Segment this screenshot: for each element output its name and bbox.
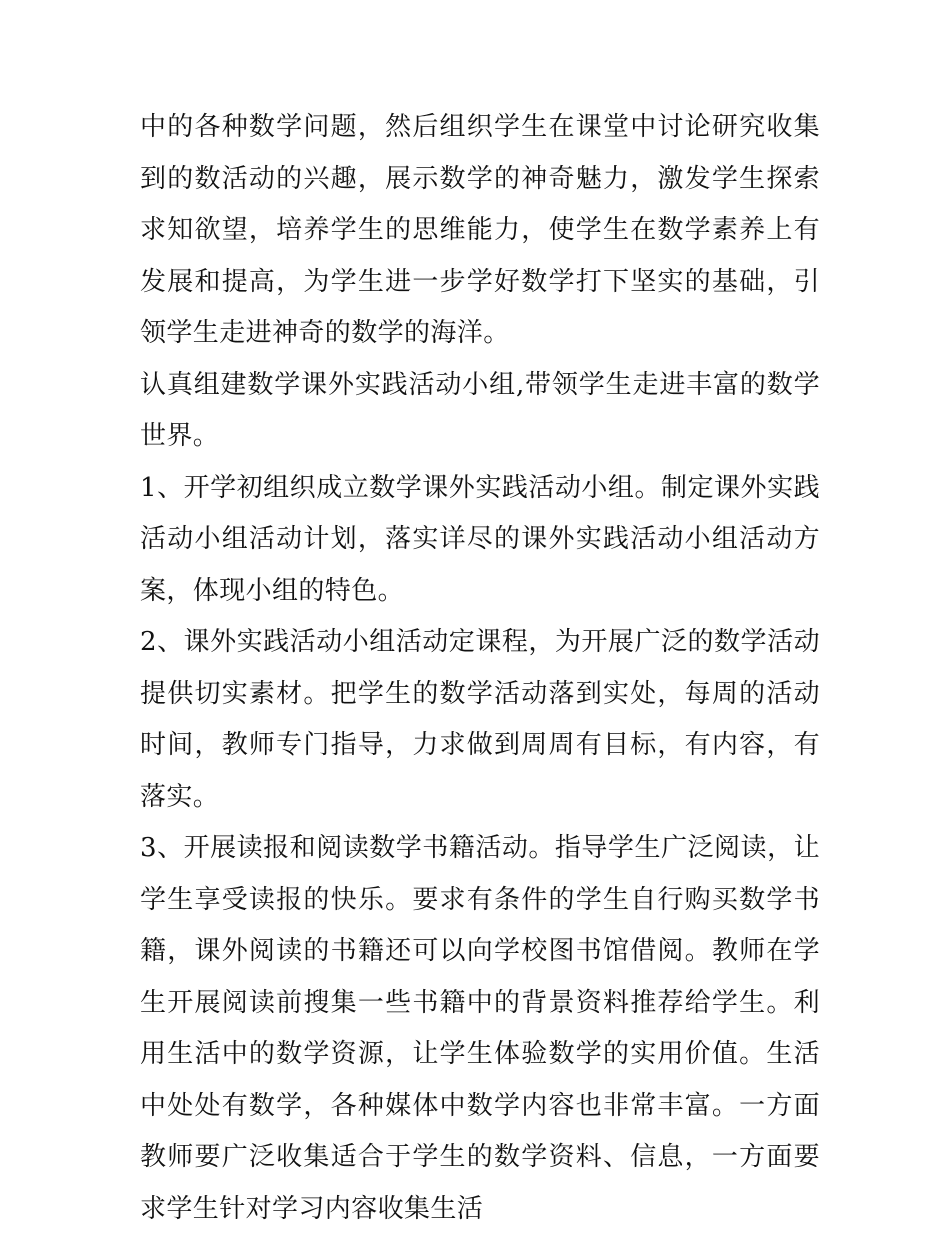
- paragraph-intro: 中的各种数学问题，然后组织学生在课堂中讨论研究收集到的数活动的兴趣，展示数学的神奇魅力，激发学生探索求知欲望，培养学生的思维能力，使学生在数学素养上有发展和提高，为学生进一步学好数学打下坚实的基础，引领学生走进神奇的数学的海洋。: [140, 112, 820, 348]
- paragraph-section-heading: 认真组建数学课外实践活动小组,带领学生走进丰富的数学世界。: [140, 369, 820, 451]
- paragraph-item-2: 2、课外实践活动小组活动定课程，为开展广泛的数学活动提供切实素材。把学生的数学活动落到实处，每周的活动时间，教师专门指导，力求做到周周有目标，有内容，有落实。: [140, 627, 820, 812]
- paragraph-item-3: 3、开展读报和阅读数学书籍活动。指导学生广泛阅读，让学生享受读报的快乐。要求有条件的学生自行购买数学书籍，课外阅读的书籍还可以向学校图书馆借阅。教师在学生开展阅读前搜集一些书籍中的背景资料推荐给学生。利用生活中的数学资源，让学生体验数学的实用价值。生活中处处有数学，各种媒体中数学内容也非常丰富。一方面教师要广泛收集适合于学生的数学资料、信息，一方面要求学生针对学习内容收集生活: [140, 833, 820, 1224]
- paragraph-item-1: 1、开学初组织成立数学课外实践活动小组。制定课外实践活动小组活动计划，落实详尽的课外实践活动小组活动方案，体现小组的特色。: [140, 472, 820, 606]
- document-body: [140, 102, 820, 1235]
